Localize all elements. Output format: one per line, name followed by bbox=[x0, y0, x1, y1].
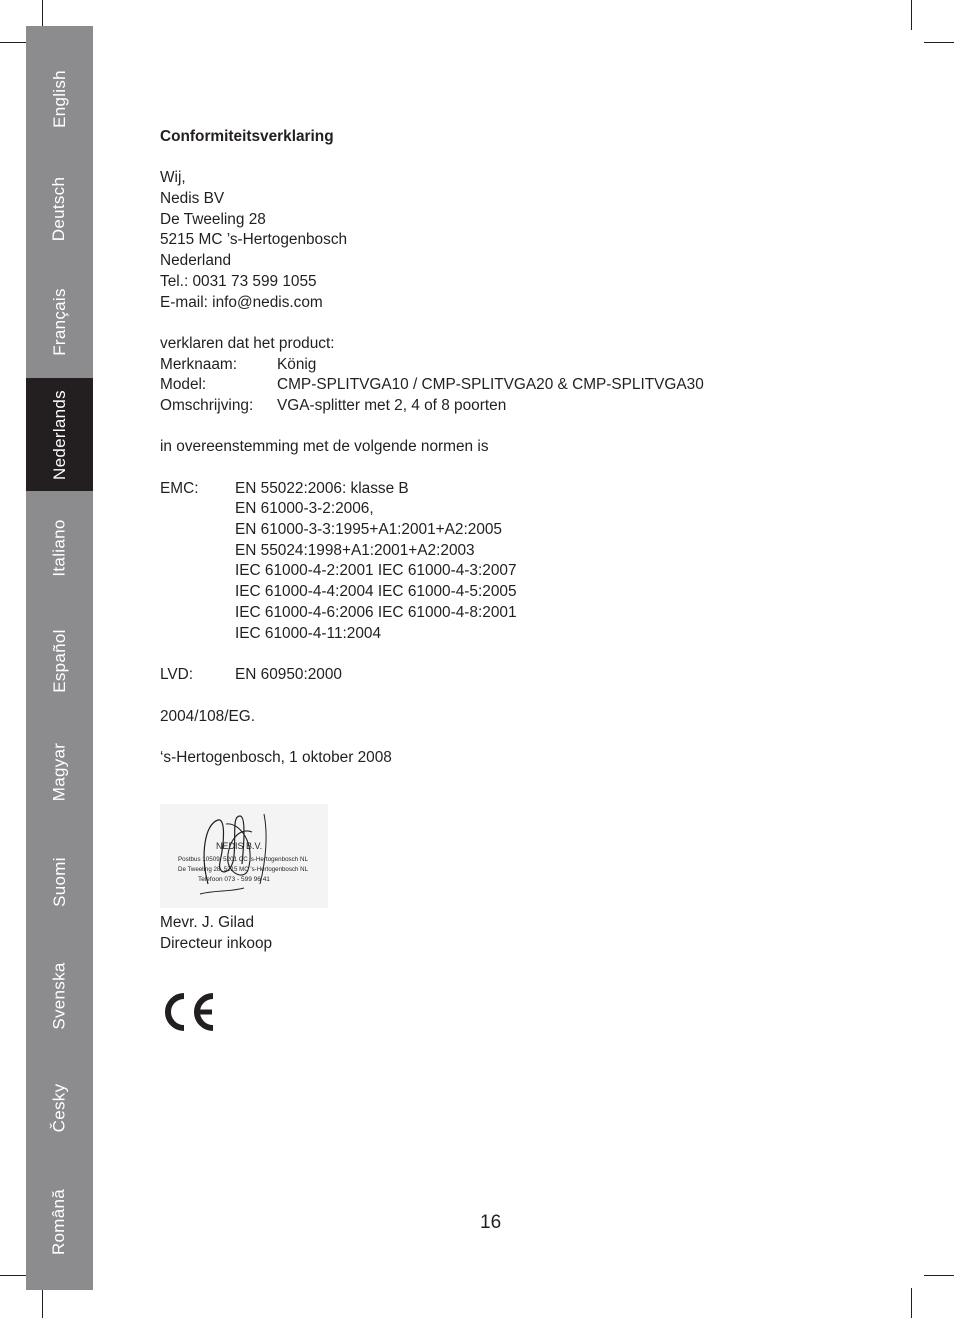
brand-value: König bbox=[277, 355, 317, 373]
sender-intro: Wij, bbox=[160, 169, 186, 187]
place-date: ‘s-Hertogenbosch, 1 oktober 2008 bbox=[160, 749, 392, 767]
crop-mark bbox=[911, 1288, 912, 1318]
tab-label: Magyar bbox=[49, 742, 69, 802]
tab-label: Nederlands bbox=[49, 389, 69, 480]
signer-role: Directeur inkoop bbox=[160, 934, 273, 952]
emc-row bbox=[160, 479, 860, 500]
signature-image bbox=[160, 804, 328, 908]
model-row bbox=[160, 375, 860, 396]
company-name: Nedis BV bbox=[160, 190, 225, 208]
model-label: Model: bbox=[160, 376, 207, 394]
tab-svenska[interactable] bbox=[26, 937, 93, 1054]
declaration-text bbox=[160, 127, 860, 769]
signer-block bbox=[160, 913, 272, 954]
tab-nederlands[interactable] bbox=[26, 378, 93, 491]
lvd-norm: EN 60950:2000 bbox=[235, 665, 342, 683]
description-label: Omschrijving: bbox=[160, 396, 254, 414]
email: E-mail: info@nedis.com bbox=[160, 293, 323, 311]
tab-label: Deutsch bbox=[49, 176, 69, 241]
tab-english[interactable] bbox=[26, 36, 93, 161]
brand-row bbox=[160, 355, 860, 376]
tab-label: Česky bbox=[49, 1083, 69, 1133]
tab-label: Română bbox=[49, 1188, 69, 1256]
description-value: VGA-splitter met 2, 4 of 8 poorten bbox=[277, 396, 507, 414]
emc-norm: IEC 61000-4-11:2004 bbox=[235, 624, 382, 642]
tab-espanol[interactable] bbox=[26, 604, 93, 717]
brand-label: Merknaam: bbox=[160, 355, 237, 373]
tab-magyar[interactable] bbox=[26, 717, 93, 827]
ce-mark-icon bbox=[160, 990, 218, 1034]
model-value: CMP-SPLITVGA10 / CMP-SPLITVGA20 & CMP-SPLITVGA30 bbox=[277, 376, 704, 394]
emc-norm: IEC 61000-4-6:2006 IEC 61000-4-8:2001 bbox=[235, 603, 517, 621]
emc-norm: IEC 61000-4-2:2001 IEC 61000-4-3:2007 bbox=[235, 562, 517, 580]
emc-label: EMC: bbox=[160, 479, 199, 497]
page-title: Conformiteitsverklaring bbox=[160, 128, 334, 145]
declaration-statement: verklaren dat het product: bbox=[160, 334, 335, 352]
crop-mark bbox=[911, 0, 912, 30]
stamp-line: Telefoon 073 - 599 96 41 bbox=[198, 876, 270, 883]
stamp-company: NEDIS B.V. bbox=[216, 841, 263, 851]
tab-italiano[interactable] bbox=[26, 491, 93, 604]
directive: 2004/108/EG. bbox=[160, 707, 255, 725]
signer-name: Mevr. J. Gilad bbox=[160, 914, 255, 931]
tab-label: Svenska bbox=[49, 961, 69, 1030]
tab-label: English bbox=[49, 69, 69, 128]
stamp-line: Postbus 10509, 5201 CC 's-Hertogenbosch NL bbox=[178, 856, 309, 863]
description-row bbox=[160, 396, 860, 417]
emc-norm: IEC 61000-4-4:2004 IEC 61000-4-5:2005 bbox=[235, 583, 517, 601]
emc-norm: EN 55022:2006: klasse B bbox=[235, 479, 409, 497]
tab-label: Italiano bbox=[49, 518, 69, 577]
tab-label: Suomi bbox=[49, 857, 69, 907]
language-sidebar bbox=[26, 26, 93, 1290]
phone: Tel.: 0031 73 599 1055 bbox=[160, 272, 317, 290]
page-number: 16 bbox=[480, 1212, 502, 1233]
tab-label: Français bbox=[49, 288, 69, 356]
crop-mark bbox=[42, 1288, 43, 1318]
emc-norm: EN 61000-3-3:1995+A1:2001+A2:2005 bbox=[235, 521, 502, 539]
crop-mark bbox=[924, 1275, 954, 1276]
tab-suomi[interactable] bbox=[26, 827, 93, 937]
tab-romana[interactable] bbox=[26, 1162, 93, 1282]
lvd-row bbox=[160, 665, 860, 686]
city: 5215 MC ’s-Hertogenbosch bbox=[160, 231, 348, 249]
emc-norm: EN 61000-3-2:2006, bbox=[235, 500, 374, 518]
tab-cesky[interactable] bbox=[26, 1054, 93, 1162]
stamp-line: De Tweeling 28, 5215 MC 's-Hertogenbosch NL bbox=[178, 866, 309, 873]
tab-label: Español bbox=[49, 628, 69, 693]
tab-deutsch[interactable] bbox=[26, 151, 93, 266]
conformity-statement: in overeenstemming met de volgende normen is bbox=[160, 438, 489, 456]
crop-mark bbox=[924, 42, 954, 43]
signature-stamp bbox=[160, 804, 328, 908]
lvd-label: LVD: bbox=[160, 665, 194, 683]
emc-norm: EN 55024:1998+A1:2001+A2:2003 bbox=[235, 541, 475, 559]
country: Nederland bbox=[160, 252, 232, 270]
street-address: De Tweeling 28 bbox=[160, 210, 266, 228]
tab-francais[interactable] bbox=[26, 266, 93, 378]
